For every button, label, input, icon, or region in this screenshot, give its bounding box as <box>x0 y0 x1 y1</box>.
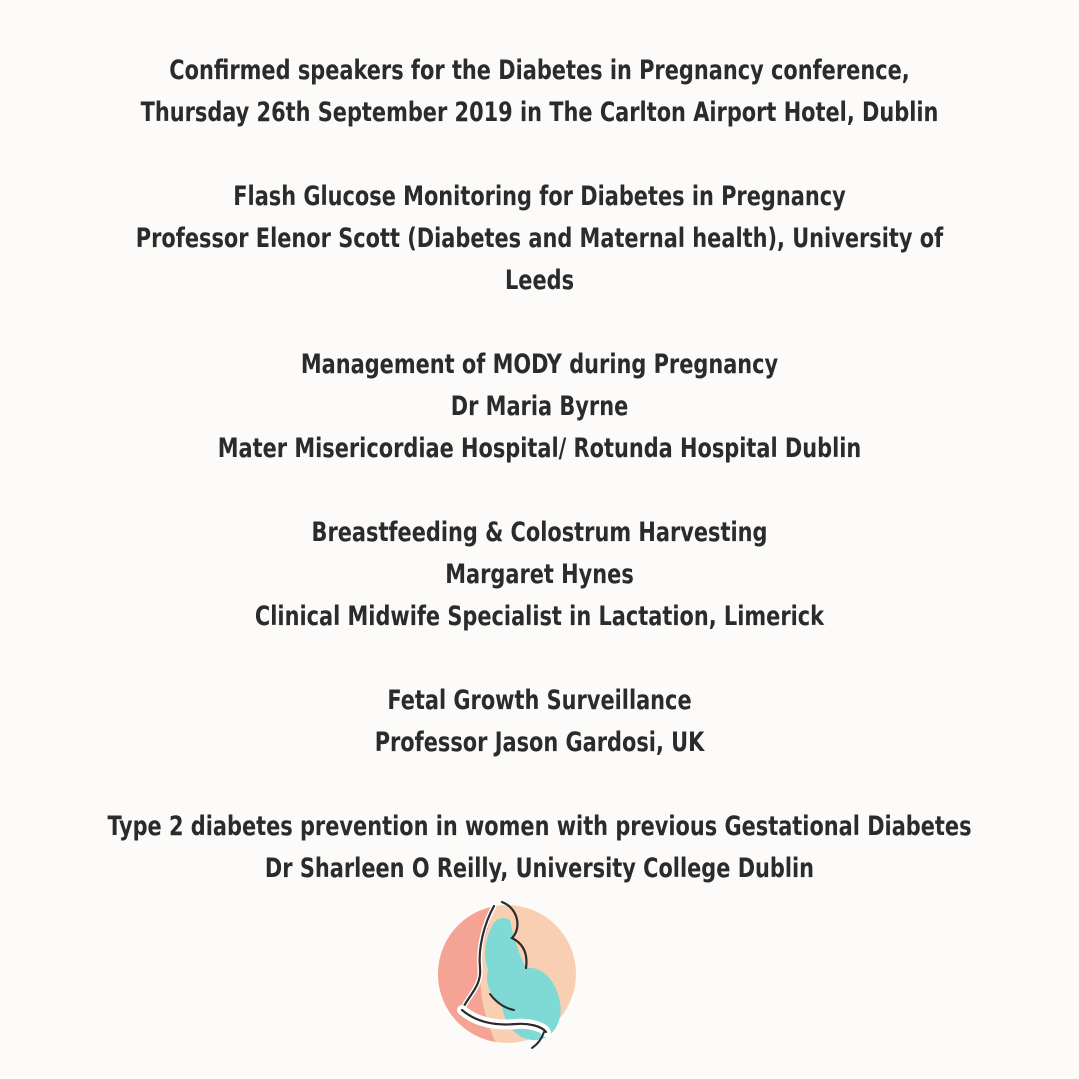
talk-speaker: Dr Sharleen O Reilly, University College Dublin <box>264 853 815 884</box>
talk-speaker: Margaret Hynes <box>445 559 634 590</box>
talk-speaker-continued: Leeds <box>504 265 575 296</box>
spacer <box>0 470 1079 512</box>
pregnancy-silhouette-logo <box>432 898 582 1056</box>
talk-speaker: Professor Jason Gardosi, UK <box>374 727 705 758</box>
spacer <box>0 302 1079 344</box>
logo-icon <box>432 898 582 1056</box>
talk-title: Management of MODY during Pregnancy <box>300 349 779 380</box>
talk-title: Breastfeeding & Colostrum Harvesting <box>311 517 768 548</box>
talk-affiliation: Clinical Midwife Specialist in Lactation, Limerick <box>254 601 825 632</box>
spacer <box>0 134 1079 176</box>
talk-speaker: Dr Maria Byrne <box>450 391 629 422</box>
spacer <box>0 764 1079 806</box>
intro-line-2: Thursday 26th September 2019 in The Carlton Airport Hotel, Dublin <box>140 97 939 128</box>
spacer <box>0 638 1079 680</box>
talk-title: Fetal Growth Surveillance <box>387 685 692 716</box>
intro-line-1: Confirmed speakers for the Diabetes in Pregnancy conference, <box>169 55 910 86</box>
talk-title: Type 2 diabetes prevention in women with previous Gestational Diabetes <box>107 811 972 842</box>
talk-title: Flash Glucose Monitoring for Diabetes in Pregnancy <box>233 181 846 212</box>
speaker-announcement <box>0 50 1079 890</box>
talk-affiliation: Mater Misericordiae Hospital/ Rotunda Hospital Dublin <box>217 433 862 464</box>
talk-speaker: Professor Elenor Scott (Diabetes and Maternal health), University of <box>135 223 944 254</box>
